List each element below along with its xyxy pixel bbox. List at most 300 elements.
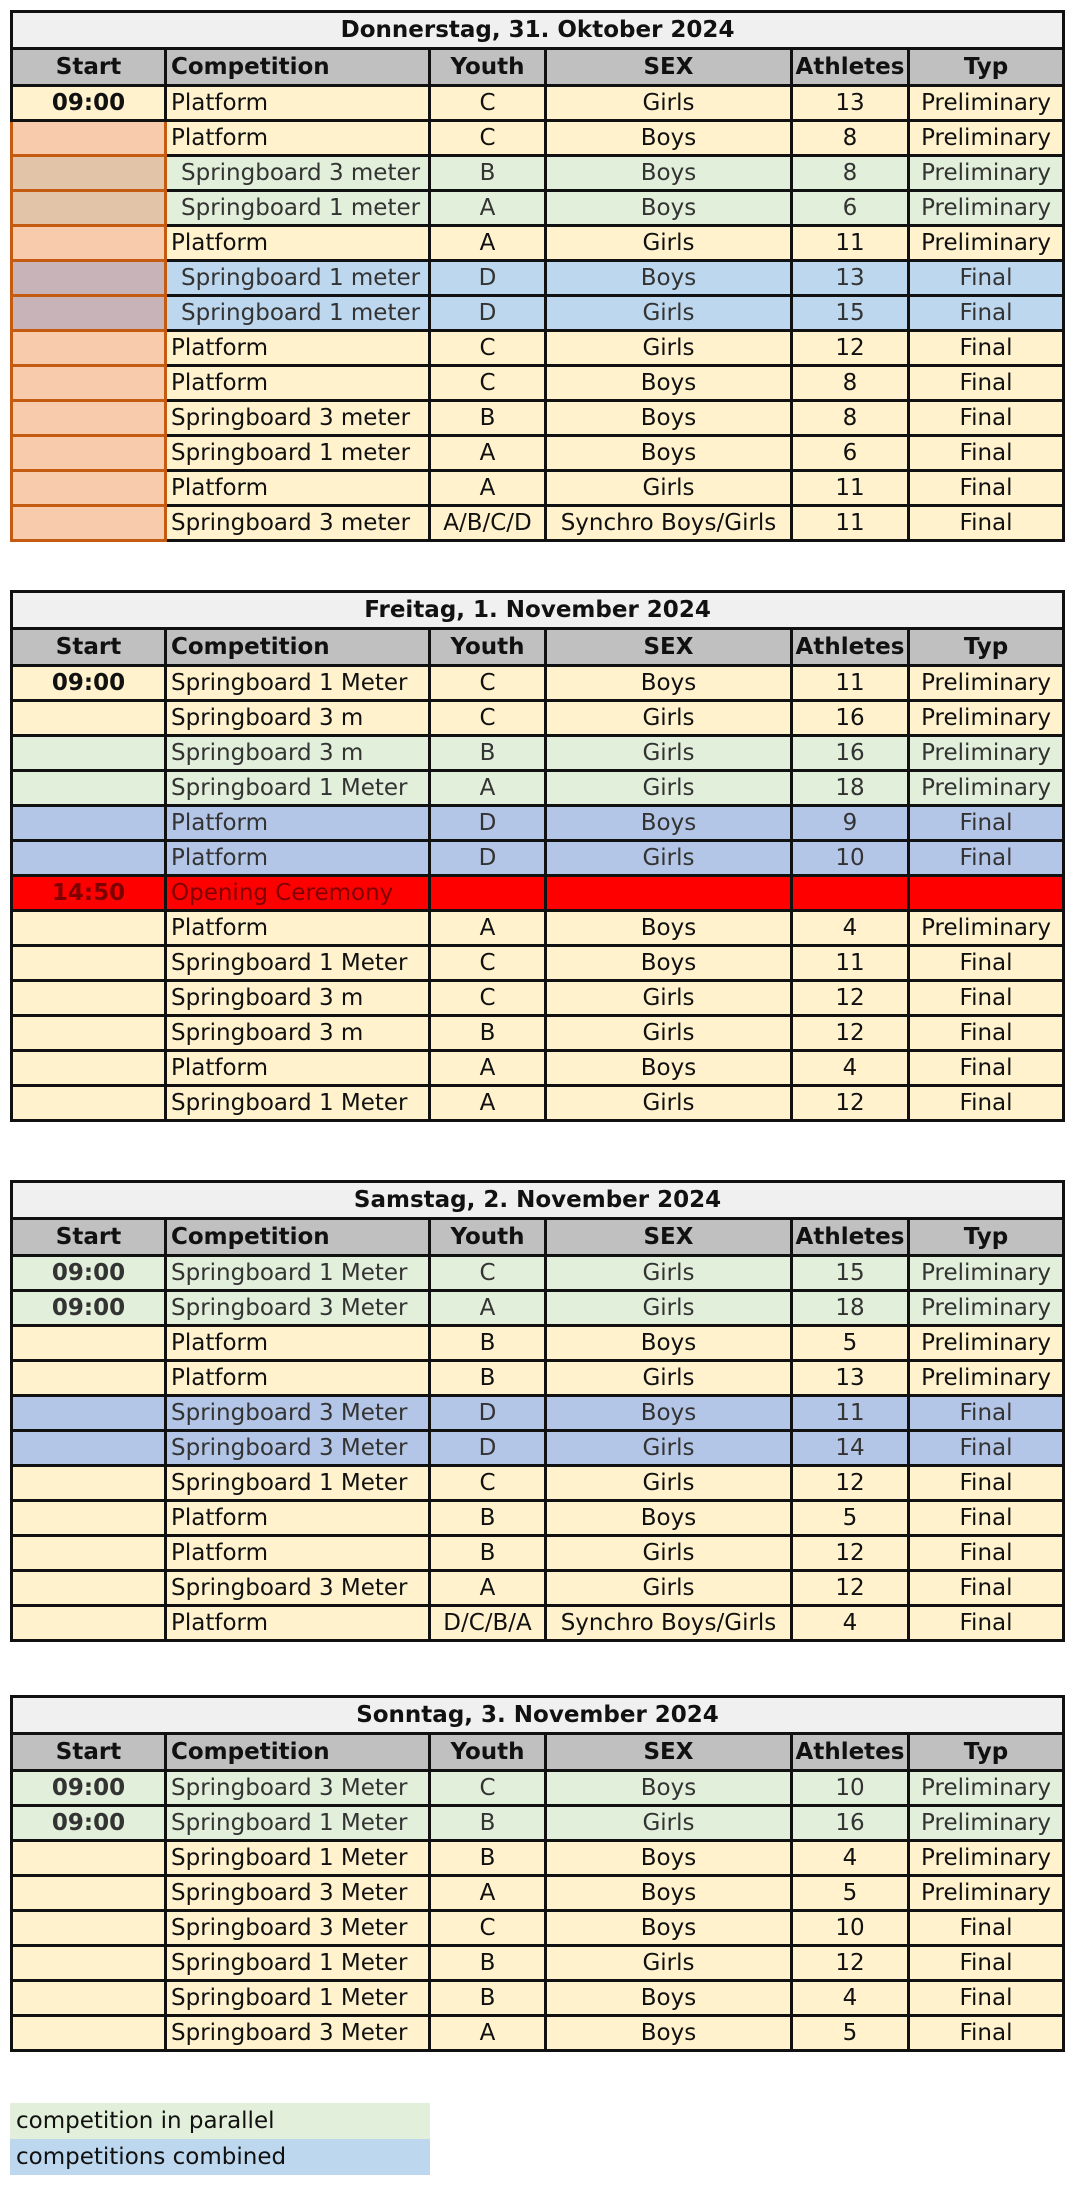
column-header-youth: Youth (430, 49, 546, 86)
cell-typ: Final (909, 366, 1064, 401)
table-row (12, 1431, 1064, 1466)
table-row (12, 701, 1064, 736)
table-row (12, 1051, 1064, 1086)
cell-youth: A (430, 1571, 546, 1606)
cell-sex: Boys (546, 2016, 792, 2051)
cell-typ: Preliminary (909, 1876, 1064, 1911)
cell-youth: A/B/C/D (430, 506, 546, 541)
cell-athletes: 13 (792, 1361, 909, 1396)
cell-competition: Opening Ceremony (166, 876, 430, 911)
column-header-athletes: Athletes (792, 629, 909, 666)
cell-athletes: 11 (792, 226, 909, 261)
cell-sex: Girls (546, 1256, 792, 1291)
table-row (12, 911, 1064, 946)
cell-start (12, 471, 166, 506)
cell-start: 09:00 (12, 1256, 166, 1291)
cell-youth: B (430, 1946, 546, 1981)
cell-typ: Final (909, 1571, 1064, 1606)
cell-competition: Springboard 1 meter (166, 191, 430, 226)
table-row (12, 666, 1064, 701)
day-table (10, 590, 1062, 1122)
column-header-typ: Typ (909, 1734, 1064, 1771)
cell-youth: C (430, 1911, 546, 1946)
cell-sex: Boys (546, 1501, 792, 1536)
cell-competition: Springboard 1 meter (166, 296, 430, 331)
cell-athletes: 11 (792, 506, 909, 541)
cell-start (12, 1536, 166, 1571)
table-row (12, 1016, 1064, 1051)
cell-start (12, 1571, 166, 1606)
cell-sex: Girls (546, 226, 792, 261)
column-header-youth: Youth (430, 1734, 546, 1771)
cell-competition: Platform (166, 806, 430, 841)
cell-youth: C (430, 1256, 546, 1291)
cell-athletes: 12 (792, 1536, 909, 1571)
column-header-sex: SEX (546, 1734, 792, 1771)
cell-youth: A (430, 1086, 546, 1121)
cell-athletes: 4 (792, 1841, 909, 1876)
schedule-table (10, 1180, 1065, 1642)
table-row (12, 156, 1064, 191)
day-table (10, 1180, 1062, 1642)
table-row (12, 506, 1064, 541)
cell-typ: Preliminary (909, 86, 1064, 121)
cell-competition: Springboard 3 m (166, 701, 430, 736)
cell-competition: Springboard 1 Meter (166, 1466, 430, 1501)
cell-athletes: 4 (792, 1051, 909, 1086)
cell-sex: Girls (546, 1431, 792, 1466)
table-row (12, 1771, 1064, 1806)
table-row (12, 736, 1064, 771)
cell-athletes: 16 (792, 1806, 909, 1841)
cell-typ: Final (909, 296, 1064, 331)
cell-youth: C (430, 331, 546, 366)
cell-youth: A (430, 1876, 546, 1911)
cell-youth: B (430, 401, 546, 436)
cell-athletes: 6 (792, 436, 909, 471)
cell-athletes: 12 (792, 1946, 909, 1981)
cell-competition: Springboard 3 Meter (166, 1876, 430, 1911)
cell-athletes: 5 (792, 1501, 909, 1536)
cell-competition: Springboard 1 Meter (166, 771, 430, 806)
cell-youth: A (430, 226, 546, 261)
cell-youth: C (430, 86, 546, 121)
cell-competition: Springboard 3 m (166, 736, 430, 771)
cell-competition: Springboard 1 meter (166, 436, 430, 471)
cell-sex: Girls (546, 1571, 792, 1606)
cell-competition: Springboard 3 Meter (166, 2016, 430, 2051)
cell-start (12, 331, 166, 366)
cell-youth: D (430, 806, 546, 841)
cell-typ: Final (909, 1981, 1064, 2016)
cell-start (12, 1016, 166, 1051)
cell-athletes: 8 (792, 401, 909, 436)
cell-start (12, 226, 166, 261)
cell-athletes: 10 (792, 1771, 909, 1806)
cell-youth: B (430, 1016, 546, 1051)
cell-competition: Springboard 1 Meter (166, 666, 430, 701)
cell-typ: Final (909, 1396, 1064, 1431)
cell-start (12, 771, 166, 806)
cell-start (12, 1051, 166, 1086)
cell-typ: Final (909, 436, 1064, 471)
day-table (10, 10, 1062, 542)
cell-youth: B (430, 1536, 546, 1571)
cell-athletes: 4 (792, 1606, 909, 1641)
cell-athletes: 5 (792, 1876, 909, 1911)
cell-athletes: 16 (792, 701, 909, 736)
column-header-athletes: Athletes (792, 1219, 909, 1256)
cell-start (12, 1086, 166, 1121)
cell-typ: Preliminary (909, 736, 1064, 771)
cell-youth: A (430, 771, 546, 806)
table-row (12, 296, 1064, 331)
cell-athletes: 11 (792, 666, 909, 701)
legend-parallel: competition in parallel (10, 2103, 430, 2139)
cell-youth: C (430, 946, 546, 981)
cell-typ: Final (909, 331, 1064, 366)
cell-youth: D/C/B/A (430, 1606, 546, 1641)
cell-start (12, 1431, 166, 1466)
table-row (12, 1536, 1064, 1571)
table-row (12, 1396, 1064, 1431)
cell-competition: Platform (166, 86, 430, 121)
day-title: Sonntag, 3. November 2024 (12, 1697, 1064, 1734)
schedule-table (10, 590, 1065, 1122)
cell-competition: Springboard 3 meter (166, 156, 430, 191)
cell-start (12, 296, 166, 331)
day-table (10, 1695, 1062, 2052)
cell-sex: Girls (546, 736, 792, 771)
cell-start (12, 946, 166, 981)
cell-athletes: 12 (792, 1016, 909, 1051)
cell-typ: Final (909, 946, 1064, 981)
cell-typ: Preliminary (909, 771, 1064, 806)
cell-youth: C (430, 121, 546, 156)
cell-competition: Platform (166, 1606, 430, 1641)
cell-start (12, 1841, 166, 1876)
cell-sex: Boys (546, 946, 792, 981)
cell-competition: Platform (166, 911, 430, 946)
column-header-athletes: Athletes (792, 1734, 909, 1771)
cell-competition: Platform (166, 1536, 430, 1571)
cell-athletes: 11 (792, 1396, 909, 1431)
table-row (12, 981, 1064, 1016)
cell-typ: Final (909, 1431, 1064, 1466)
cell-competition: Springboard 1 Meter (166, 1841, 430, 1876)
column-header-typ: Typ (909, 629, 1064, 666)
column-header-sex: SEX (546, 629, 792, 666)
cell-start (12, 1981, 166, 2016)
cell-start: 09:00 (12, 1771, 166, 1806)
cell-start: 09:00 (12, 1806, 166, 1841)
cell-youth: B (430, 156, 546, 191)
cell-competition: Platform (166, 841, 430, 876)
cell-typ: Preliminary (909, 121, 1064, 156)
cell-typ: Final (909, 1016, 1064, 1051)
table-row (12, 806, 1064, 841)
table-row (12, 2016, 1064, 2051)
cell-sex: Girls (546, 771, 792, 806)
cell-athletes: 12 (792, 331, 909, 366)
cell-youth: D (430, 1431, 546, 1466)
cell-sex: Boys (546, 1771, 792, 1806)
cell-sex: Girls (546, 1291, 792, 1326)
cell-sex: Boys (546, 911, 792, 946)
cell-start (12, 506, 166, 541)
cell-youth: B (430, 1841, 546, 1876)
table-row (12, 366, 1064, 401)
cell-youth: C (430, 666, 546, 701)
cell-youth: C (430, 1771, 546, 1806)
table-row (12, 1806, 1064, 1841)
cell-youth: C (430, 701, 546, 736)
table-row (12, 471, 1064, 506)
cell-sex: Girls (546, 1536, 792, 1571)
cell-sex: Boys (546, 401, 792, 436)
schedule-table (10, 10, 1065, 542)
table-row (12, 1841, 1064, 1876)
cell-youth: C (430, 366, 546, 401)
cell-athletes: 12 (792, 981, 909, 1016)
cell-sex: Girls (546, 981, 792, 1016)
table-row (12, 1256, 1064, 1291)
cell-competition: Springboard 3 meter (166, 401, 430, 436)
cell-sex (546, 876, 792, 911)
table-row (12, 1981, 1064, 2016)
column-header-start: Start (12, 49, 166, 86)
cell-sex: Girls (546, 701, 792, 736)
cell-competition: Springboard 1 Meter (166, 1806, 430, 1841)
cell-athletes: 12 (792, 1086, 909, 1121)
cell-competition: Platform (166, 366, 430, 401)
cell-start (12, 911, 166, 946)
cell-competition: Springboard 1 Meter (166, 946, 430, 981)
cell-start (12, 401, 166, 436)
column-header-typ: Typ (909, 1219, 1064, 1256)
cell-athletes: 4 (792, 911, 909, 946)
table-row (12, 436, 1064, 471)
cell-typ: Preliminary (909, 911, 1064, 946)
cell-athletes: 18 (792, 771, 909, 806)
cell-sex: Boys (546, 1326, 792, 1361)
cell-typ: Preliminary (909, 1256, 1064, 1291)
cell-sex: Girls (546, 331, 792, 366)
table-row (12, 226, 1064, 261)
table-row (12, 1876, 1064, 1911)
cell-competition: Springboard 1 Meter (166, 1256, 430, 1291)
cell-competition: Springboard 1 meter (166, 261, 430, 296)
column-header-start: Start (12, 1734, 166, 1771)
cell-athletes: 11 (792, 471, 909, 506)
cell-athletes: 16 (792, 736, 909, 771)
cell-start (12, 1361, 166, 1396)
cell-start (12, 701, 166, 736)
cell-start (12, 1326, 166, 1361)
cell-competition: Platform (166, 1326, 430, 1361)
cell-athletes: 15 (792, 1256, 909, 1291)
cell-typ: Final (909, 506, 1064, 541)
table-row (12, 1571, 1064, 1606)
cell-sex: Boys (546, 121, 792, 156)
cell-sex: Synchro Boys/Girls (546, 1606, 792, 1641)
cell-competition: Springboard 3 m (166, 1016, 430, 1051)
cell-youth: A (430, 911, 546, 946)
schedule-table (10, 1695, 1065, 2052)
cell-typ: Final (909, 1051, 1064, 1086)
cell-competition: Platform (166, 226, 430, 261)
cell-typ: Final (909, 1606, 1064, 1641)
cell-youth: C (430, 1466, 546, 1501)
cell-sex: Synchro Boys/Girls (546, 506, 792, 541)
cell-start (12, 1876, 166, 1911)
cell-youth: A (430, 436, 546, 471)
table-row (12, 86, 1064, 121)
cell-competition: Springboard 3 Meter (166, 1571, 430, 1606)
cell-sex: Boys (546, 1876, 792, 1911)
cell-typ: Preliminary (909, 1361, 1064, 1396)
cell-sex: Girls (546, 471, 792, 506)
column-header-competition: Competition (166, 629, 430, 666)
column-header-competition: Competition (166, 1734, 430, 1771)
cell-typ: Final (909, 981, 1064, 1016)
cell-athletes: 10 (792, 1911, 909, 1946)
cell-start (12, 736, 166, 771)
cell-sex: Girls (546, 296, 792, 331)
cell-athletes: 13 (792, 261, 909, 296)
cell-start (12, 191, 166, 226)
cell-typ: Preliminary (909, 1771, 1064, 1806)
column-header-competition: Competition (166, 49, 430, 86)
cell-sex: Boys (546, 1396, 792, 1431)
cell-typ: Final (909, 401, 1064, 436)
table-row (12, 1466, 1064, 1501)
cell-sex: Girls (546, 86, 792, 121)
cell-start (12, 981, 166, 1016)
cell-start (12, 1396, 166, 1431)
cell-competition: Springboard 1 Meter (166, 1086, 430, 1121)
cell-sex: Boys (546, 191, 792, 226)
column-header-athletes: Athletes (792, 49, 909, 86)
cell-typ: Preliminary (909, 1291, 1064, 1326)
cell-start (12, 1911, 166, 1946)
column-header-competition: Competition (166, 1219, 430, 1256)
cell-youth: A (430, 471, 546, 506)
table-row (12, 1086, 1064, 1121)
cell-youth: A (430, 2016, 546, 2051)
cell-youth: D (430, 261, 546, 296)
cell-athletes: 11 (792, 946, 909, 981)
cell-start (12, 261, 166, 296)
cell-competition: Platform (166, 1361, 430, 1396)
cell-start: 09:00 (12, 1291, 166, 1326)
table-row (12, 331, 1064, 366)
column-header-start: Start (12, 629, 166, 666)
cell-typ: Preliminary (909, 226, 1064, 261)
table-row (12, 876, 1064, 911)
cell-competition: Springboard 3 Meter (166, 1431, 430, 1466)
cell-start (12, 841, 166, 876)
cell-sex: Boys (546, 366, 792, 401)
cell-youth: A (430, 1291, 546, 1326)
cell-sex: Girls (546, 841, 792, 876)
cell-typ: Final (909, 261, 1064, 296)
table-row (12, 1911, 1064, 1946)
cell-youth: B (430, 1361, 546, 1396)
cell-start (12, 1466, 166, 1501)
cell-typ: Preliminary (909, 191, 1064, 226)
cell-start (12, 366, 166, 401)
cell-competition: Springboard 3 Meter (166, 1396, 430, 1431)
cell-youth: A (430, 1051, 546, 1086)
cell-youth: B (430, 1981, 546, 2016)
cell-typ: Final (909, 1536, 1064, 1571)
cell-sex: Boys (546, 156, 792, 191)
cell-youth: B (430, 1501, 546, 1536)
cell-youth: D (430, 296, 546, 331)
cell-sex: Girls (546, 1361, 792, 1396)
cell-typ: Final (909, 1086, 1064, 1121)
cell-typ: Final (909, 1501, 1064, 1536)
column-header-sex: SEX (546, 49, 792, 86)
cell-sex: Boys (546, 1981, 792, 2016)
cell-typ: Final (909, 1466, 1064, 1501)
table-row (12, 191, 1064, 226)
table-row (12, 771, 1064, 806)
cell-typ: Final (909, 1946, 1064, 1981)
cell-competition: Springboard 3 Meter (166, 1291, 430, 1326)
table-row (12, 1361, 1064, 1396)
cell-sex: Boys (546, 1051, 792, 1086)
column-header-youth: Youth (430, 1219, 546, 1256)
cell-typ (909, 876, 1064, 911)
cell-sex: Boys (546, 666, 792, 701)
cell-youth: A (430, 191, 546, 226)
cell-sex: Girls (546, 1806, 792, 1841)
cell-athletes: 13 (792, 86, 909, 121)
cell-athletes: 8 (792, 156, 909, 191)
cell-athletes (792, 876, 909, 911)
cell-sex: Boys (546, 806, 792, 841)
cell-start (12, 1946, 166, 1981)
cell-athletes: 9 (792, 806, 909, 841)
cell-sex: Girls (546, 1086, 792, 1121)
cell-athletes: 18 (792, 1291, 909, 1326)
cell-competition: Platform (166, 471, 430, 506)
cell-sex: Girls (546, 1016, 792, 1051)
cell-typ: Preliminary (909, 156, 1064, 191)
cell-competition: Springboard 1 Meter (166, 1946, 430, 1981)
cell-athletes: 8 (792, 121, 909, 156)
cell-athletes: 8 (792, 366, 909, 401)
cell-typ: Final (909, 2016, 1064, 2051)
cell-youth: B (430, 736, 546, 771)
cell-athletes: 6 (792, 191, 909, 226)
cell-start (12, 1606, 166, 1641)
table-row (12, 1501, 1064, 1536)
cell-athletes: 5 (792, 1326, 909, 1361)
cell-typ: Preliminary (909, 1326, 1064, 1361)
cell-start: 09:00 (12, 666, 166, 701)
cell-athletes: 5 (792, 2016, 909, 2051)
column-header-sex: SEX (546, 1219, 792, 1256)
cell-youth: B (430, 1806, 546, 1841)
column-header-start: Start (12, 1219, 166, 1256)
cell-athletes: 14 (792, 1431, 909, 1466)
day-title: Freitag, 1. November 2024 (12, 592, 1064, 629)
cell-youth (430, 876, 546, 911)
cell-sex: Girls (546, 1946, 792, 1981)
